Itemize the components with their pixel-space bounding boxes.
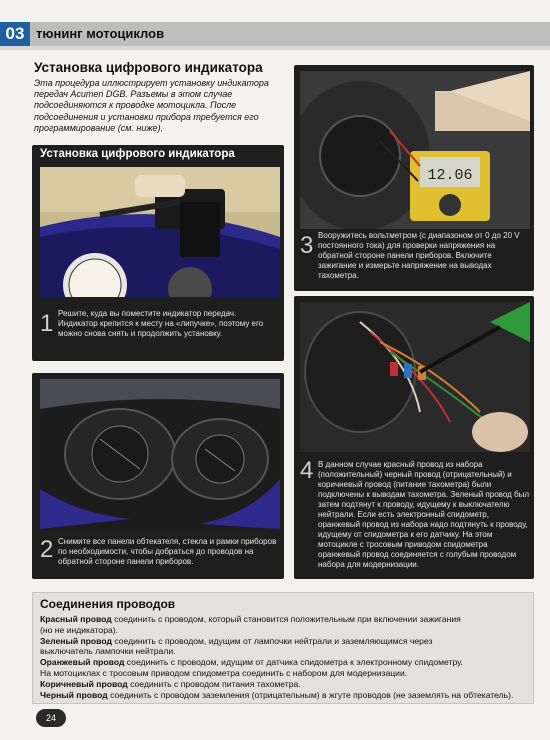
wire-name: Зеленый провод (40, 635, 112, 646)
wire-instruction: соединить с проводом, идущим от датчика спидометра к электронному спидометру. (124, 657, 463, 668)
step-4-caption: В данном случае красный провод из набора (положительный) черный провод (отрицательный) и коричневый провод (питание тахометра) были подключены к выводам тахометра. Зеленый провод был затем подтянут к проводу, идущему к выключателю нейтрали. Если есть электронный спидометр, оранжевый провод из набора надо подтянуть к проводу, идущему от спидометра к его датчику. На этом мотоцикле с тросовым приводом спидометра оранжевый провод соединяется с голубым проводом набора для модернизации. (318, 460, 529, 569)
step-2-photo (40, 379, 280, 529)
header-divider (0, 46, 550, 50)
wiring-photo-image (300, 302, 530, 452)
step-3-photo (300, 71, 530, 229)
step-4-panel (294, 296, 534, 579)
step-1-title: Установка цифрового индикатора (40, 148, 235, 160)
wire-instruction: соединить с проводом заземления (отрицательным) в жгуте проводов (не заземлять на обтекатель). (107, 689, 514, 700)
intro-text: Эта процедура иллюстрирует установку индикатора передач Acumen DGB. Разъемы в этом случае подсоединяются к проводке мотоцикла. После подсоединения и установки прибора требуется его программирование (см. ниже). (34, 78, 269, 133)
step-1-photo (40, 167, 280, 297)
wire-instruction: соединить с проводом питания тахометра. (127, 678, 301, 689)
handlebar-photo-image (40, 167, 280, 297)
step-1-caption: Решите, куда вы поместите индикатор передач. Индикатор крепится к месту на «липучке», поэтому его можно снова снять и продолжить установку. (58, 309, 264, 338)
step-3-caption: Вооружитесь вольтметром (с диапазоном от 0 до 20 V постоянного тока) для проверки напряжения на обратной стороне панели приборов. Включите зажигание и измерьте напряжение на выводах тахометра. (318, 231, 520, 280)
connection-line (40, 668, 407, 678)
step-4-photo (300, 302, 530, 452)
wire-name: Оранжевый провод (40, 657, 125, 668)
step-3-panel (294, 65, 534, 291)
dashboard-photo-image (40, 379, 280, 529)
step-2-number: 2 (40, 536, 54, 563)
connection-line (40, 657, 463, 667)
wire-name: Красный провод (40, 614, 112, 624)
page-number: 24 (36, 709, 66, 727)
connection-line (40, 679, 301, 689)
wire-instruction: (но не индикатора). (40, 624, 119, 635)
step-2-caption: Снимите все панели обтекателя, стекла и рамки приборов по необходимости, чтобы добраться до проводов на обратной стороне панели приборов. (58, 537, 277, 566)
step-4-number: 4 (300, 457, 314, 484)
meter-reading: 12.06 (427, 167, 473, 184)
connections-title: Соединения проводов (40, 597, 176, 611)
section-title: Установка цифрового индикатора (34, 60, 263, 75)
wire-name: Коричневый провод (40, 678, 128, 689)
wire-instruction: соединить с проводом, идущим от лампочки нейтрали и заземляющимся через (111, 635, 433, 646)
chapter-number: 03 (0, 22, 30, 46)
wire-instruction: соединить с проводом, который становится положительным при включении зажигания (111, 614, 461, 624)
step-2-panel (32, 373, 284, 579)
connection-line (40, 646, 176, 656)
connection-line (40, 625, 118, 635)
wire-instruction: На мотоциклах с тросовым приводом спидометра соединить с набором для модернизации. (40, 668, 408, 678)
step-1-panel (32, 145, 284, 361)
step-3-number: 3 (300, 232, 314, 259)
chapter-title: тюнинг мотоциклов (36, 26, 165, 41)
step-1-number: 1 (40, 310, 54, 337)
connection-line (40, 614, 461, 624)
wire-name: Черный провод (40, 689, 108, 700)
wire-instruction: выключатель лампочки нейтрали. (40, 646, 176, 657)
connection-line (40, 636, 432, 646)
connection-line (40, 690, 513, 700)
voltmeter-photo-image (300, 71, 530, 229)
